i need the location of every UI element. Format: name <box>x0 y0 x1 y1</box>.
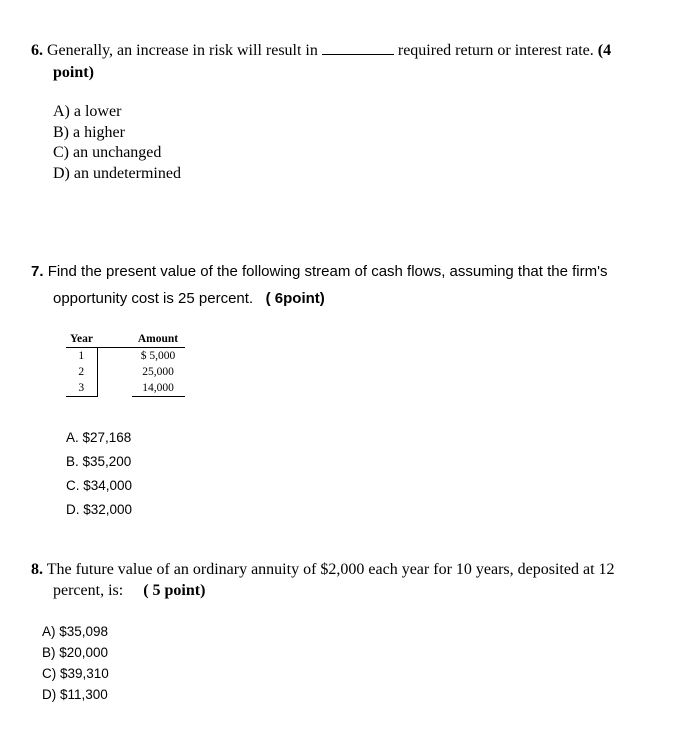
option-7b: B. $35,200 <box>66 454 132 469</box>
question-8-options <box>42 621 109 705</box>
question-6-stem <box>31 40 671 62</box>
question-8 <box>31 559 681 601</box>
question-8-points: ( 5 point) <box>143 582 206 599</box>
question-6-number: 6. <box>31 42 43 59</box>
option-6c: C) an unchanged <box>53 144 162 161</box>
question-7 <box>31 258 671 312</box>
option-7a: A. $27,168 <box>66 430 132 445</box>
option-8a: A) $35,098 <box>42 624 109 639</box>
question-6-options <box>53 102 181 184</box>
table-header-row <box>66 331 185 348</box>
cell-year: 2 <box>66 364 97 380</box>
question-6-points-part1: (4 <box>597 42 612 59</box>
cell-amount: 14,000 <box>132 380 185 397</box>
option-8b: B) $20,000 <box>42 645 109 660</box>
option-7d: D. $32,000 <box>66 502 133 517</box>
question-8-text-line1: The future value of an ordinary annuity of $2,000 each year for 10 years, deposited at 12 <box>46 561 615 578</box>
question-7-number: 7. <box>31 263 44 280</box>
table-row <box>66 348 185 365</box>
answer-blank <box>322 40 394 55</box>
option-8d: D) $11,300 <box>42 687 108 702</box>
cell-year: 3 <box>66 380 97 397</box>
header-amount: Amount <box>132 331 185 348</box>
question-8-line2 <box>31 580 681 601</box>
table-row <box>66 380 185 397</box>
option-6a: A) a lower <box>53 103 122 120</box>
option-6d: D) an undetermined <box>53 164 181 182</box>
header-year: Year <box>66 331 97 348</box>
table-row <box>66 364 185 380</box>
question-7-options <box>66 426 132 522</box>
question-8-line1 <box>31 559 681 580</box>
option-6b: B) a higher <box>53 123 125 141</box>
question-8-number: 8. <box>31 561 43 578</box>
option-8c: C) $39,310 <box>42 666 109 681</box>
header-gap <box>97 331 132 348</box>
question-7-text-line2: opportunity cost is 25 percent. <box>53 290 254 307</box>
question-6-text-after: required return or interest rate. <box>397 42 594 59</box>
question-6-text-before: Generally, an increase in risk will result in <box>47 42 318 59</box>
question-7-text-line1: Find the present value of the following stream of cash flows, assuming that the firm's <box>47 263 608 280</box>
cash-flow-table <box>66 331 185 397</box>
question-7-points: ( 6point) <box>265 290 325 307</box>
option-7c: C. $34,000 <box>66 478 133 493</box>
question-7-line2 <box>31 285 671 312</box>
cell-year: 1 <box>66 348 97 365</box>
question-8-text-line2: percent, is: <box>53 582 124 599</box>
question-6-points-part2: point) <box>53 64 94 81</box>
cell-amount: 25,000 <box>142 366 174 378</box>
cell-amount: $ 5,000 <box>140 350 176 362</box>
question-6 <box>31 40 671 84</box>
question-7-line1 <box>31 258 671 285</box>
